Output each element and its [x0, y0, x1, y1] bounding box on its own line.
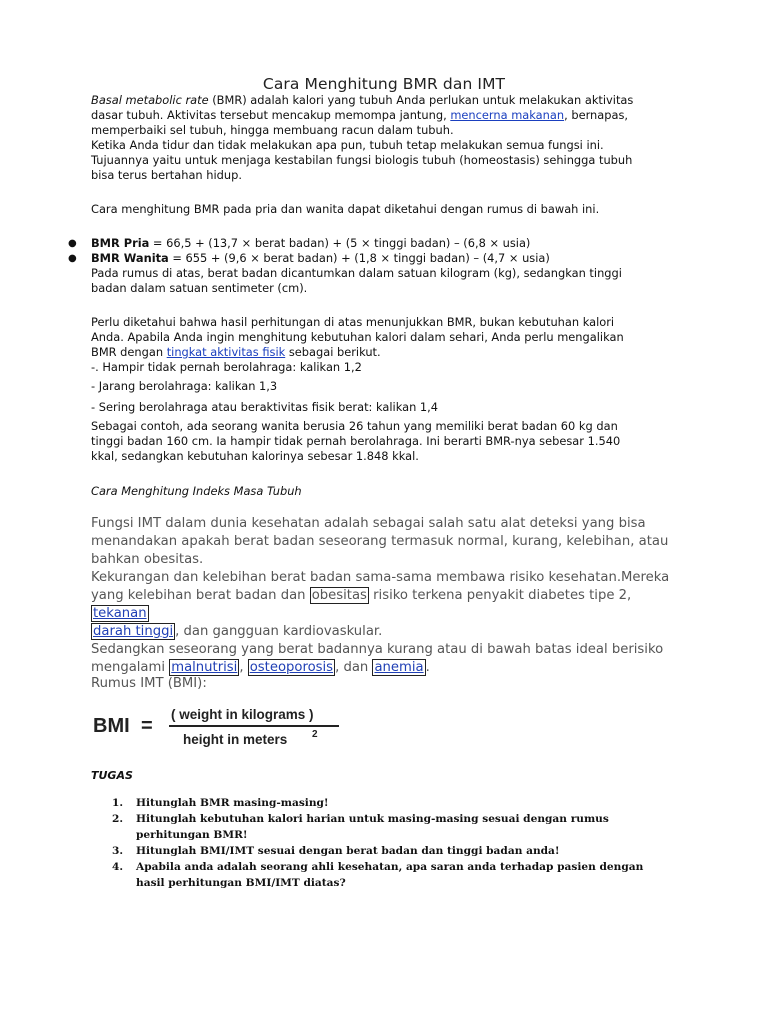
activity-sering: - Sering berolahraga atau beraktivitas fisik berat: kalikan 1,4 [91, 400, 439, 414]
formula-numerator: ( weight in kilograms ) [171, 707, 314, 722]
units-paragraph: Pada rumus di atas, berat badan dicantumkan dalam satuan kilogram (kg), sedangkan tinggi badan dalam satuan sentimeter (cm). [91, 266, 622, 295]
tekanan-link[interactable]: tekanan [93, 606, 147, 621]
mencerna-makanan-link[interactable]: mencerna makanan [450, 108, 565, 122]
intro-paragraph: Basal metabolic rate (BMR) adalah kalori yang tubuh Anda perlukan untuk melakukan aktivitas dasar tubuh. Aktivitas tersebut mencakup memompa jantung, mencerna makanan, bernapas, memperbaiki sel tubuh, hingga membuang racun dalam tubuh. Ketika Anda tidur dan tidak melakukan apa pun, tubuh tetap melakukan semua fungsi ini. Tujuannya yaitu untuk menjaga kestabilan fungsi biologis tubuh (homeostasis) sehingga tubuh bisa terus bertahan hidup. [91, 93, 634, 182]
contoh-paragraph: Sebagai contoh, ada seorang wanita berusia 26 tahun yang memiliki berat badan 60 kg dan tinggi badan 160 cm. Ia hampir tidak pernah berolahraga. Ini berarti BMR-nya sebesar 1.540 kkal, sedangkan kebutuhan kalorinya sebesar 1.848 kkal. [91, 419, 621, 463]
activity-jarang: - Jarang berolahraga: kalikan 1,3 [91, 379, 278, 393]
formula-eq: = [141, 715, 153, 737]
tugas-heading: TUGAS [91, 769, 133, 782]
perlu-paragraph: Perlu diketahui bahwa hasil perhitungan di atas menunjukkan BMR, bukan kebutuhan kalori Anda. Apabila Anda ingin menghitung kebutuhan kalori dalam sehari, Anda perlu mengalikan BMR dengan tingkat aktivitas fisik sebagai berikut. -. Hampir tidak pernah berolahraga: kalikan 1,2 [91, 315, 624, 374]
bullet-dot-icon: ● [68, 238, 77, 249]
list-item: 4. Apabila anda adalah seorang ahli kesehatan, apa saran anda terhadap pasien dengan hasil perhitungan BMI/IMT diatas? [112, 861, 644, 889]
bullet-dot-icon: ● [68, 253, 77, 264]
cara-line: Cara menghitung BMR pada pria dan wanita dapat diketahui dengan rumus di bawah ini. [91, 202, 600, 216]
tingkat-aktivitas-fisik-link[interactable]: tingkat aktivitas fisik [166, 345, 286, 359]
list-item: 3. Hitunglah BMI/IMT sesuai dengan berat badan dan tinggi badan anda! [112, 845, 560, 857]
bmi-formula [91, 700, 351, 752]
page-title: Cara Menghitung BMR dan IMT [262, 75, 506, 93]
darah-tinggi-link[interactable]: darah tinggi [93, 624, 174, 639]
rumus-label: Rumus IMT (BMI): [91, 676, 207, 691]
bullet-bmr-pria: BMR Pria = 66,5 + (13,7 × berat badan) + (5 × tinggi badan) – (6,8 × usia) [91, 236, 531, 250]
task-list [112, 795, 672, 891]
formula-exponent: 2 [312, 729, 318, 740]
imt-heading: Cara Menghitung Indeks Masa Tubuh [91, 484, 302, 498]
list-item: 2. Hitunglah kebutuhan kalori harian untuk masing-masing sesuai dengan rumus perhitungan BMR! [112, 813, 609, 841]
bmr-term: Basal metabolic rate [91, 93, 209, 107]
formula-denominator: height in meters [183, 732, 288, 747]
obesitas-term[interactable]: obesitas [311, 588, 367, 603]
imt-paragraph: Fungsi IMT dalam dunia kesehatan adalah sebagai salah satu alat deteksi yang bisa menandakan apakah berat badan seseorang termasuk normal, kurang, kelebihan, atau bahkan obesitas. Kekurangan dan kelebihan berat badan sama-sama membawa risiko kesehatan.Mereka yang kelebihan berat badan dan obesitas risiko terkena penyakit diabetes tipe 2, tekanan darah tinggi , dan gangguan kardiovaskular. Sedangkan seseorang yang berat badannya kurang atau di bawah batas ideal berisiko mengalami malnutrisi , osteoporosis , dan anemia . [91, 516, 670, 675]
formula-lhs: BMI [93, 715, 130, 737]
malnutrisi-link[interactable]: malnutrisi [171, 660, 238, 675]
osteoporosis-link[interactable]: osteoporosis [249, 660, 334, 675]
bullet-bmr-wanita: BMR Wanita = 655 + (9,6 × berat badan) + (1,8 × tinggi badan) – (4,7 × usia) [91, 251, 550, 265]
anemia-link[interactable]: anemia [374, 660, 424, 675]
list-item: 1. Hitunglah BMR masing-masing! [112, 797, 329, 809]
